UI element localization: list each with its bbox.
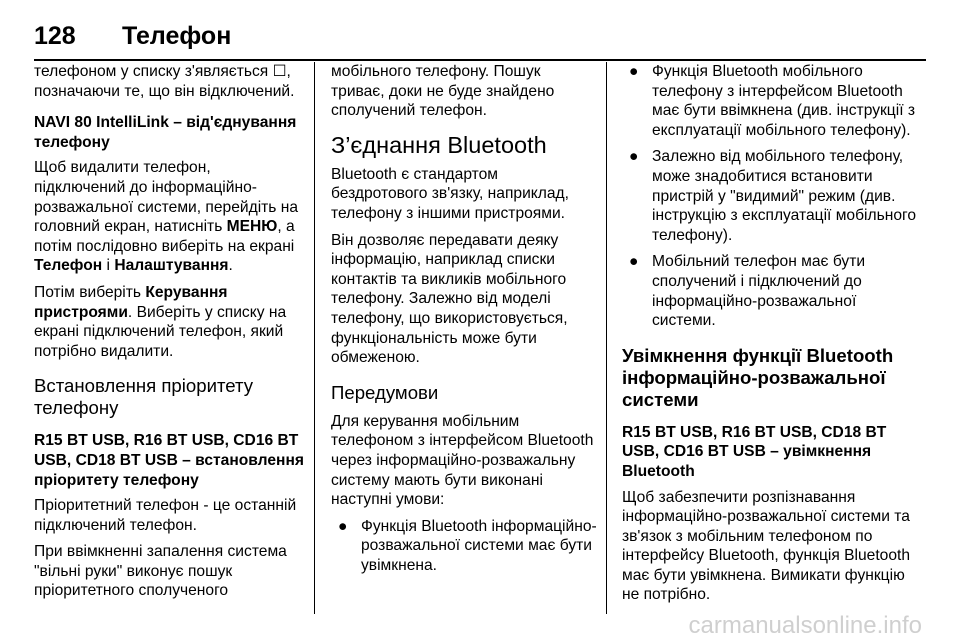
watermark: carmanualsonline.info <box>688 612 922 639</box>
prerequisites-list <box>331 517 597 576</box>
enable-bluetooth-paragraph: Щоб забезпечити розпізнавання інформаційно-розважальної системи та зв'язок з мобільним телефоном по інтерфейсу Bluetooth, функція Bluetooth має бути увімкнена. Вимикати функцію не потрібно. <box>622 488 911 604</box>
page-number: 128 <box>34 22 76 50</box>
priority-paragraph-1: Пріоритетний телефон - це останній підключений телефон. <box>34 497 297 534</box>
bluetooth-heading: З’єднання Bluetooth <box>331 131 547 158</box>
header-rule <box>34 59 926 61</box>
navi-paragraph-1: Щоб видалити телефон, підключений до інформаційно-розважальної системи, перейдіть на головний екран, натисніть МЕНЮ, а потім послідовно виберіть на екрані Телефон і Налаштування. <box>34 159 299 275</box>
column-1 <box>34 62 304 608</box>
navi-heading: NAVI 80 IntelliLink – від'єднування телефону <box>34 114 297 151</box>
bullet-icon: ● <box>629 253 639 271</box>
page-title: Телефон <box>122 22 232 50</box>
intro-paragraph: телефоном у списку з'являється ☐, позначаючи те, що він відключений. <box>34 63 295 100</box>
list-item: ● Залежно від мобільного телефону, може знадобитися встановити пристрій у "видимий" режим (див. інструкцію з експлуатації мобільного телефону). <box>629 148 917 244</box>
page-header <box>34 18 926 58</box>
column-divider-1 <box>314 62 315 614</box>
prerequisites-heading: Передумови <box>331 381 439 403</box>
priority-heading: Встановлення пріоритету телефону <box>34 375 254 419</box>
list-item: ● Функція Bluetooth мобільного телефону з інтерфейсом Bluetooth має бути ввімкнена (див. інструкції з експлуатації мобільного телефону). <box>629 63 916 139</box>
column-3 <box>622 62 922 612</box>
conditions-list <box>622 62 922 331</box>
navi-paragraph-2: Потім виберіть Керування пристроями. Виберіть у списку на екрані підключений телефон, який потрібно видалити. <box>34 283 287 360</box>
column-2 <box>331 62 597 582</box>
prerequisites-paragraph: Для керування мобільним телефоном з інтерфейсом Bluetooth через інформаційно-розважальну систему мають бути виконані наступні умови: <box>331 412 594 509</box>
bullet-icon: ● <box>338 517 348 535</box>
list-item: ● Функція Bluetooth інформаційно-розважальної системи має бути увімкнена. <box>338 517 597 574</box>
continuation-paragraph: мобільного телефону. Пошук триває, доки не буде знайдено сполучений телефон. <box>331 63 555 120</box>
bullet-icon: ● <box>629 148 639 166</box>
column-divider-2 <box>606 62 607 614</box>
bluetooth-paragraph-1: Bluetooth є стандартом бездротового зв'язку, наприклад, телефону з іншими пристроями. <box>331 165 569 222</box>
enable-bluetooth-heading: Увімкнення функції Bluetooth інформаційно-розважальної системи <box>622 344 894 410</box>
bullet-icon: ● <box>629 63 639 80</box>
bluetooth-paragraph-2: Він дозволяє передавати деяку інформацію, наприклад списки контактів та викликів мобільного телефону. Залежно від моделі телефону, що використовується, функціональність може бути обмеженою. <box>331 231 568 367</box>
priority-paragraph-2: При ввімкненні запалення система "вільні руки" виконує пошук пріоритетного сполученого <box>34 543 287 600</box>
r15-enable-heading: R15 BT USB, R16 BT USB, CD18 BT USB, CD16 BT USB – увімкнення Bluetooth <box>622 423 887 480</box>
list-item: ● Мобільний телефон має бути сполучений і підключений до інформаційно-розважальної системи. <box>629 253 866 330</box>
r15-priority-heading: R15 BT USB, R16 BT USB, CD16 BT USB, CD18 BT USB – встановлення пріоритету телефону <box>34 432 304 489</box>
